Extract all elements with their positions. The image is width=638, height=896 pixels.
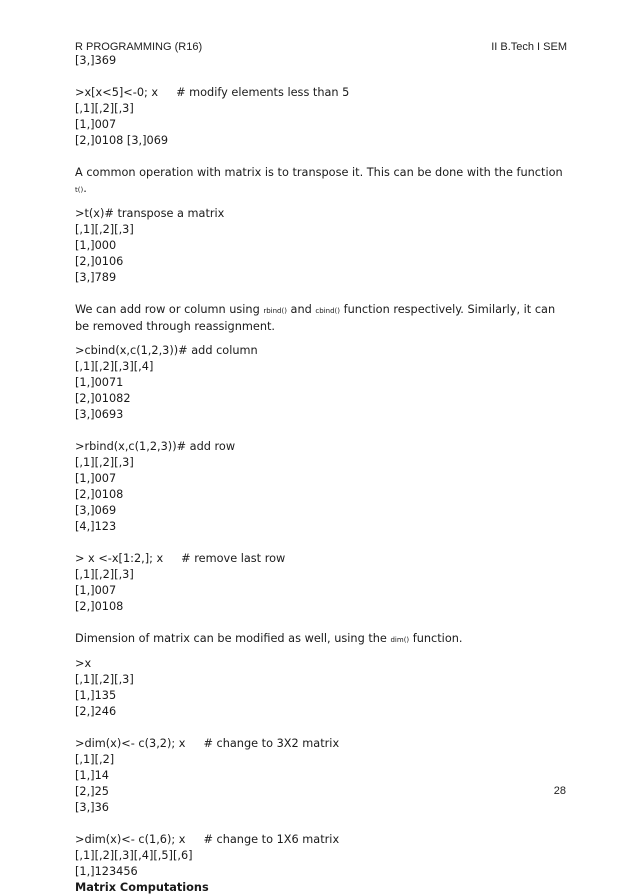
function-name: dim(): [390, 636, 410, 644]
code-line: >cbind(x,c(1,2,3))# add column: [75, 344, 258, 357]
code-line: >x: [75, 657, 92, 670]
code-line: [3,]0693: [75, 408, 124, 421]
code-line: [1,]007: [75, 472, 117, 485]
code-line: [2,]246: [75, 705, 117, 718]
paragraph-bind: We can add row or column using rbind() and cbind() function respectively. Similarly, it can be removed through reassignment.: [75, 303, 556, 333]
paragraph-transpose: A common operation with matrix is to transpose it. This can be done with the function t().: [75, 166, 563, 195]
code-line: [,1][,2][,3][,4][,5][,6]: [75, 849, 193, 862]
code-line: [3,]36: [75, 801, 109, 814]
code-line: [2,]25: [75, 785, 109, 798]
document-body: [75, 53, 565, 896]
code-line: [,1][,2][,3]: [75, 456, 134, 469]
code-line: >dim(x)<- c(1,6); x # change to 1X6 matrix: [75, 833, 340, 846]
code-line: [1,]0071: [75, 376, 124, 389]
code-line: [2,]0108: [75, 488, 124, 501]
code-line: [,1][,2][,3][,4]: [75, 360, 154, 373]
code-line: [1,]000: [75, 239, 117, 252]
code-line: [,1][,2][,3]: [75, 568, 134, 581]
code-line: >t(x)# transpose a matrix: [75, 207, 225, 220]
function-name: rbind(): [263, 307, 287, 315]
code-line: >rbind(x,c(1,2,3))# add row: [75, 440, 236, 453]
code-line: [4,]123: [75, 520, 117, 533]
code-line: [,1][,2][,3]: [75, 673, 134, 686]
code-line: [,1][,2]: [75, 753, 115, 766]
code-line: [3,]369: [75, 54, 117, 67]
code-line: >dim(x)<- c(3,2); x # change to 3X2 matrix: [75, 737, 340, 750]
code-line: [1,]135: [75, 689, 117, 702]
function-name: cbind(): [315, 307, 340, 315]
paragraph-dimension: Dimension of matrix can be modified as well, using the dim() function.: [75, 632, 463, 645]
header-course-title: R PROGRAMMING (R16): [75, 41, 203, 53]
code-line: [1,]007: [75, 118, 117, 131]
page-number: 28: [553, 785, 566, 797]
code-line: [2,]0108 [3,]069: [75, 134, 169, 147]
code-line: [,1][,2][,3]: [75, 102, 134, 115]
code-line: [1,]007: [75, 584, 117, 597]
section-heading: Matrix Computations: [75, 881, 209, 894]
code-line: [1,]123456: [75, 865, 138, 878]
function-name: t(): [75, 186, 84, 194]
code-line: [,1][,2][,3]: [75, 223, 134, 236]
code-line: [2,]0106: [75, 255, 124, 268]
code-line: > x <-x[1:2,]; x # remove last row: [75, 552, 286, 565]
code-line: [1,]14: [75, 769, 109, 782]
code-line: [2,]01082: [75, 392, 131, 405]
code-line: [2,]0108: [75, 600, 124, 613]
code-line: >x[x<5]<-0; x # modify elements less than 5: [75, 86, 350, 99]
code-line: [3,]789: [75, 271, 117, 284]
header-semester: II B.Tech I SEM: [491, 41, 567, 53]
code-line: [3,]069: [75, 504, 117, 517]
